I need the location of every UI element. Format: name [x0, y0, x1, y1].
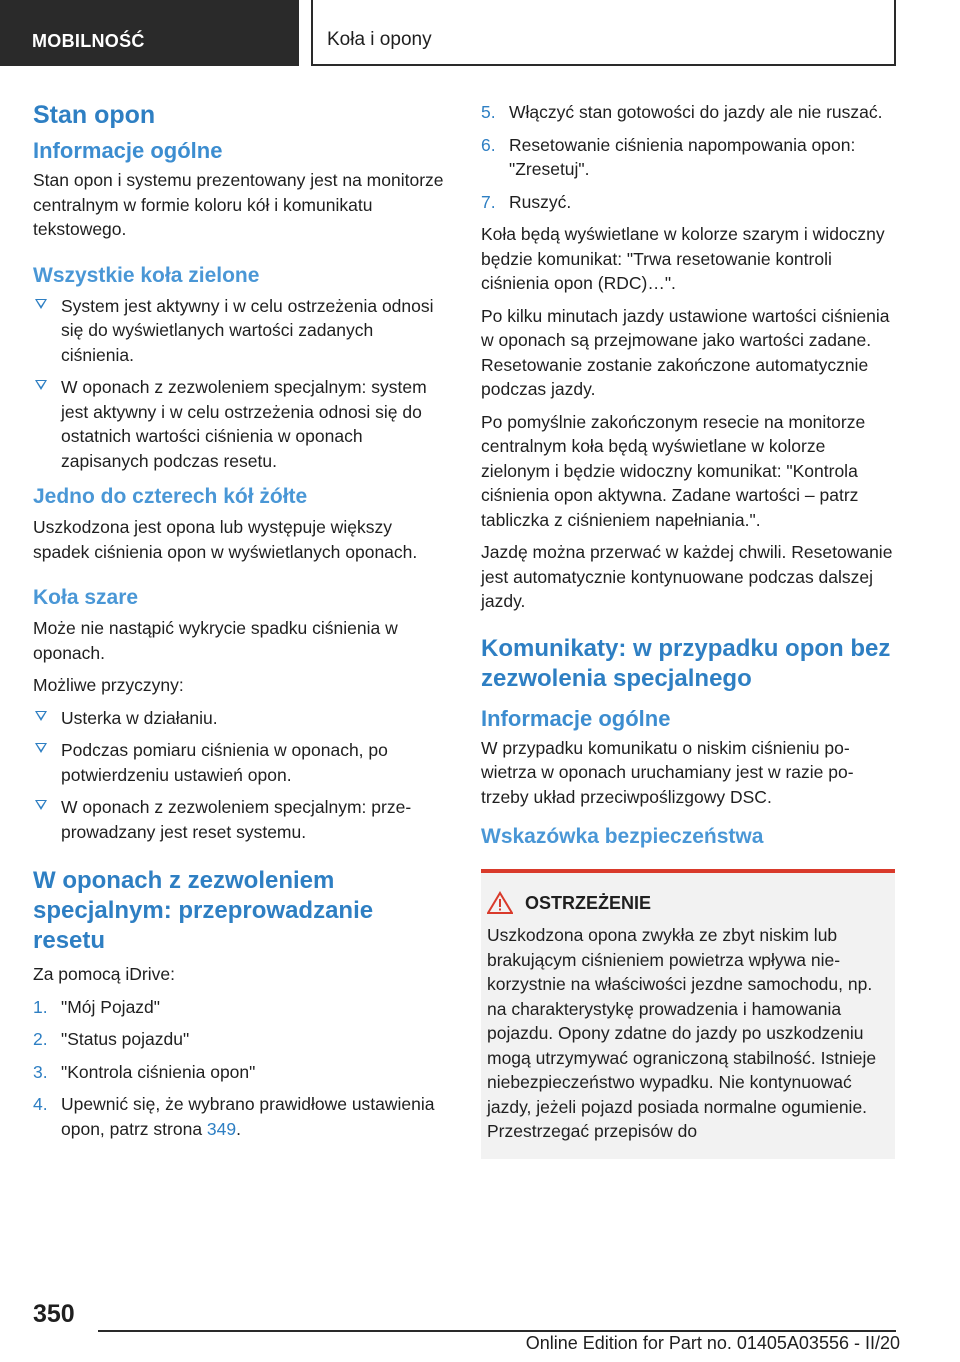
reset-steps-continued [481, 100, 895, 214]
right-column [481, 100, 895, 1159]
reset-steps-list [33, 995, 451, 1142]
general-info-heading: Informacje ogólne [33, 138, 223, 163]
idrive-label: Za pomocą iDrive: [33, 964, 175, 984]
list-item: 6. Resetowanie ciśnienia napompowania opon: "Zresetuj". [481, 134, 856, 179]
yellow-text: Uszkodzona jest opona lub występuje większy spadek ciśnienia opon w wyświetlanych oponach. [33, 517, 418, 562]
general-info-text: Stan opon i systemu prezentowany jest na monitorze centralnym w formie koloru kół i komunikatu tekstowego. [33, 170, 444, 239]
list-item: 7. Ruszyć. [481, 191, 572, 212]
general-info-heading-2: Informacje ogólne [481, 705, 671, 731]
list-item: 4. Upewnić się, że wybrano prawidłowe ustawienia opon, patrz strona 349. [33, 1094, 435, 1139]
triangle-bullet-icon [35, 711, 47, 721]
page-link[interactable]: 349 [206, 1118, 237, 1139]
safety-heading: Wskazówka bezpieczeństwa [481, 825, 764, 848]
reset-para-3: Po pomyślnie zakończonym resecie na monitorze centralnym koła będą wyświetlane w kolorze zielonym i będzie widoczny komunikat: "Kontrola ciśnienia opon aktywna. Zadane wartości – patrz tabliczka z ciśnieniem napełniania.". [481, 411, 866, 530]
page-header [0, 0, 960, 66]
list-item: 2. "Status pojazdu" [33, 1029, 190, 1049]
grey-heading: Koła szare [33, 586, 139, 609]
reset-title: W oponach z zezwoleniem specjalnym: przeprowadzanie resetu [33, 867, 374, 954]
all-green-heading: Wszystkie koła zielone [33, 263, 260, 287]
warning-title-row [487, 891, 889, 915]
grey-text: Może nie nastąpić wykrycie spadku ciśnienia w oponach. [33, 618, 398, 663]
tire-status-title: Stan opon [33, 101, 156, 129]
list-item: 3. "Kontrola ciśnienia opon" [33, 1061, 256, 1082]
chapter-title: Koła i opony [311, 0, 896, 66]
left-column [33, 100, 451, 1149]
list-item: System jest aktywny i w celu ostrzeżenia odnosi się do wyświetlanych wartości zadanych ciśnienia. [33, 294, 451, 368]
triangle-bullet-icon [35, 743, 47, 753]
triangle-bullet-icon [35, 380, 47, 390]
warning-text: Uszkodzona opona zwykła ze zbyt niskim lub brakującym ciśnieniem powietrza wpływa niekorzystnie na właściwości jezdne samochodu, np. na charakterystykę prowadzenia i hamowania pojazdu. Opony zdatne do jazdy po uszkodzeniu mogą utrzymywać ograniczoną stabilność. Istnieje niebezpieczeństwo wypadku. Nie kontynuować jazdy, jeżeli pojazd posiada normalne ogumienie. Przestrzegać przepisów do [487, 925, 877, 1141]
yellow-heading: Jedno do czterech kół żółte [33, 485, 308, 508]
reset-para-2: Po kilku minutach jazdy ustawione wartości ciśnienia w oponach są przejmowane jako wartości zadane. Resetowanie zostanie zakończone automatycznie podczas jazdy. [481, 305, 890, 399]
reset-para-1: Koła będą wyświetlane w kolorze szarym i widoczny będzie komunikat: "Trwa resetowanie kontroli ciśnienia opon (RDC)…". [481, 224, 885, 293]
edition-text: Online Edition for Part no. 01405A03556 - II/20 [525, 1333, 900, 1353]
list-item: 5. Włączyć stan gotowości do jazdy ale nie ruszać. [481, 102, 883, 122]
page-number: 350 [33, 1300, 75, 1328]
causes-list [33, 706, 451, 845]
causes-label: Możliwe przyczyny: [33, 675, 184, 695]
list-item: W oponach z zezwoleniem specjalnym: system jest aktywny i w celu ostrzeżenia odnosi się do ostatnich wartości ciśnienia w oponach zapisanych podczas resetu. [33, 375, 451, 473]
warning-title: OSTRZEŻENIE [525, 892, 652, 913]
reset-para-4: Jazdę można przerwać w każdej chwili. Resetowanie jest automatycznie kontynuowane podczas dalszej jazdy. [481, 542, 893, 611]
list-item: W oponach z zezwoleniem specjalnym: przeprowadzany jest reset systemu. [33, 795, 451, 844]
triangle-bullet-icon [35, 299, 47, 309]
section-title: MOBILNOŚĆ [0, 0, 299, 66]
list-item: Usterka w działaniu. [33, 706, 451, 731]
all-green-list [33, 294, 451, 474]
messages-title: Komunikaty: w przypadku opon bez zezwolenia specjalnego [481, 634, 891, 692]
triangle-bullet-icon [35, 800, 47, 810]
warning-box [481, 869, 895, 1159]
list-item: 1. "Mój Pojazd" [33, 996, 160, 1017]
list-item: Podczas pomiaru ciśnienia w oponach, po potwierdzeniu ustawień opon. [33, 738, 451, 787]
general-info-text-2: W przypadku komunikatu o niskim ciśnieniu powietrza w oponach uruchamiany jest w razie potrzeby układ przeciwpoślizgowy DSC. [481, 737, 854, 807]
warning-triangle-icon [487, 891, 513, 915]
footer-divider [98, 1330, 896, 1332]
